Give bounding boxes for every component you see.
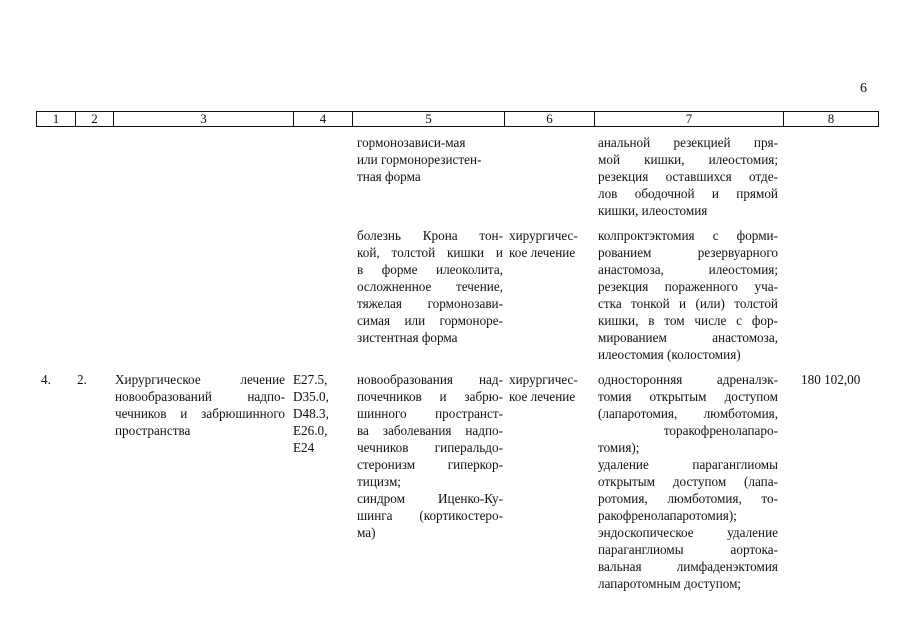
col-number-1: 1 xyxy=(37,112,76,127)
continued-diagnosis-cell: гормонозависи-мая или гормонорезистен- тная форма xyxy=(357,135,482,184)
col-number-8: 8 xyxy=(784,112,879,127)
adrenal-diagnosis-cell: новообразования над- почечников и забрю- шинного пространст- ва заболевания надпо- чечников гиперальдо- стеронизм гиперкор- тицизм; синдром Иценко-Ку- шинга (кортикостеро- ма) xyxy=(357,372,503,540)
adrenal-method-cell: односторонняя адреналэк- томия открытым доступом (лапаротомия, люмботомия, торакофренолапаро- томия); удаление параганглиомы открытым доступом (лапа- ротомия, люмботомия, то- ракофренолапаротомия); эндоскопическое удаление параганглиомы аортока- вальная лимфаденэктомия лапаротомным доступом; xyxy=(598,372,778,591)
adrenal-cost-cell: 180 102,00 xyxy=(801,372,861,387)
col-number-7: 7 xyxy=(595,112,784,127)
col-number-6: 6 xyxy=(505,112,595,127)
continued-method-cell: анальной резекцией пря- мой кишки, илеостомия; резекция оставшихся отде- лов ободочной и прямой кишки, илеостомия xyxy=(598,135,778,218)
crohn-method-cell: колпроктэктомия с форми- рованием резервуарного анастомоза, илеостомия; резекция пораженного уча- стка тонкой и (или) толстой кишки, в том числе с фор- мированием анастомоза, илеостомия (колостомия) xyxy=(598,228,778,362)
adrenal-care-type-cell: Хирургическое лечение новообразований надпо- чечников и забрюшинного пространства xyxy=(115,372,285,438)
adrenal-treatment-type-cell: хирургичес- кое лечение xyxy=(509,372,578,404)
col-number-3: 3 xyxy=(114,112,294,127)
col-number-4: 4 xyxy=(294,112,353,127)
row-item-number: 2. xyxy=(77,372,87,387)
crohn-treatment-type-cell: хирургичес- кое лечение xyxy=(509,228,578,260)
col-number-5: 5 xyxy=(353,112,505,127)
crohn-diagnosis-cell: болезнь Крона тон- кой, толстой кишки и в форме илеоколита, осложненное течение, тяжелая гормонозави- симая или гормоноре- зистентная форма xyxy=(357,228,503,345)
col-number-2: 2 xyxy=(76,112,114,127)
row-section-number: 4. xyxy=(41,372,51,387)
page-number: 6 xyxy=(860,81,867,96)
column-number-header xyxy=(36,111,879,127)
adrenal-icd-codes-cell: E27.5, D35.0, D48.3, E26.0, E24 xyxy=(293,372,329,455)
